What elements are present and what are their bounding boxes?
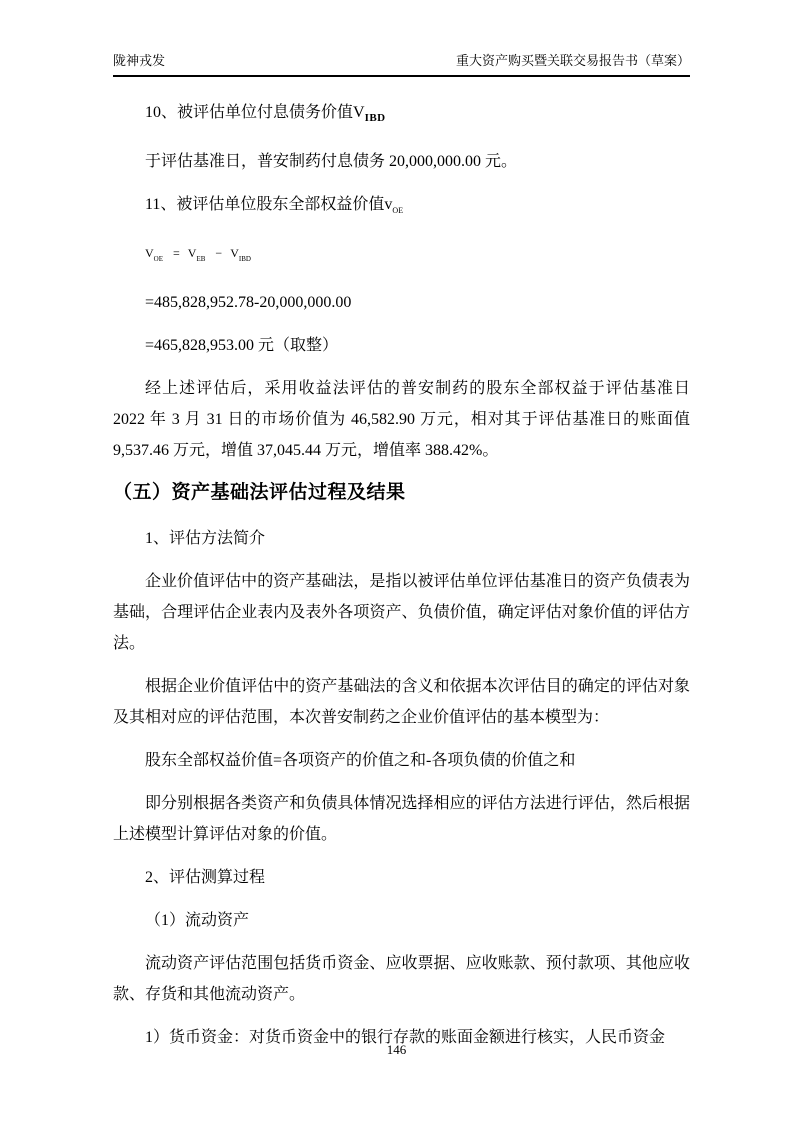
section-5-heading: （五）资产基础法评估过程及结果 (113, 482, 406, 503)
income-approach-result-paragraph: 经上述评估后，采用收益法评估的普安制药的股东全部权益于评估基准日 2022 年 3 月 31 日的市场价值为 46,582.90 万元，相对其于评估基准日的账面值 9,537.46 万元，增值 37,045.44 万元，增值率 388.42%。 (113, 380, 690, 459)
page-footer (0, 1042, 793, 1058)
formula-minus-sign: − (215, 246, 223, 260)
formula-var-voe: V (145, 246, 154, 260)
page-header (113, 52, 690, 77)
calculation-line-1: =485,828,952.78-20,000,000.00 (145, 294, 352, 311)
item-heading-1: （1）流动资产 (145, 912, 250, 929)
formula-sub-oe: OE (153, 255, 164, 263)
item-10-subscript: IBD (364, 112, 386, 124)
formula-equals-sign: = (173, 246, 180, 260)
list-item-11 (113, 189, 690, 226)
model-explain-paragraph: 即分别根据各类资产和负债具体情况选择相应的评估方法进行评估，然后根据上述模型计算评估对象的价值。 (113, 795, 690, 843)
sub-heading-1: 1、评估方法简介 (145, 530, 266, 547)
item-10-text: 10、被评估单位付息债务价值V (145, 104, 365, 121)
formula-sub-ibd: IBD (238, 255, 251, 263)
item-11-subscript: OE (392, 206, 404, 215)
formula-sub-eb: EB (196, 255, 206, 263)
current-assets-paragraph: 流动资产评估范围包括货币资金、应收票据、应收账款、预付款项、其他应收款、存货和其他流动资产。 (113, 955, 690, 1003)
model-intro-paragraph: 根据企业价值评估中的资产基础法的含义和依据本次评估目的确定的评估对象及其相对应的评估范围，本次普安制药之企业价值评估的基本模型为： (113, 678, 690, 726)
formula-var-vibd: V (230, 246, 239, 260)
model-formula-line: 股东全部权益价值=各项资产的价值之和-各项负债的价值之和 (145, 752, 576, 769)
monetary-funds-paragraph: 1）货币资金：对货币资金中的银行存款的账面金额进行核实，人民币资金 (145, 1029, 666, 1046)
page-number: 146 (386, 1042, 407, 1057)
sub-heading-2: 2、评估测算过程 (145, 869, 266, 886)
item-11-text: 11、被评估单位股东全部权益价值v (145, 196, 393, 213)
header-report-title: 重大资产购买暨关联交易报告书（草案） (455, 53, 690, 68)
calculation-line-2: =465,828,953.00 元（取整） (145, 337, 339, 354)
method-intro-paragraph: 企业价值评估中的资产基础法，是指以被评估单位评估基准日的资产负债表为基础，合理评估企业表内及表外各项资产、负债价值，确定评估对象价值的评估方法。 (113, 573, 690, 652)
list-item-10 (113, 97, 690, 134)
document-body (113, 77, 690, 1053)
ibd-value-line: 于评估基准日，普安制药付息债务 20,000,000.00 元。 (145, 153, 518, 170)
header-company-name: 陇神戎发 (113, 53, 166, 68)
formula-var-veb: V (187, 246, 197, 260)
equity-value-formula (113, 238, 690, 275)
